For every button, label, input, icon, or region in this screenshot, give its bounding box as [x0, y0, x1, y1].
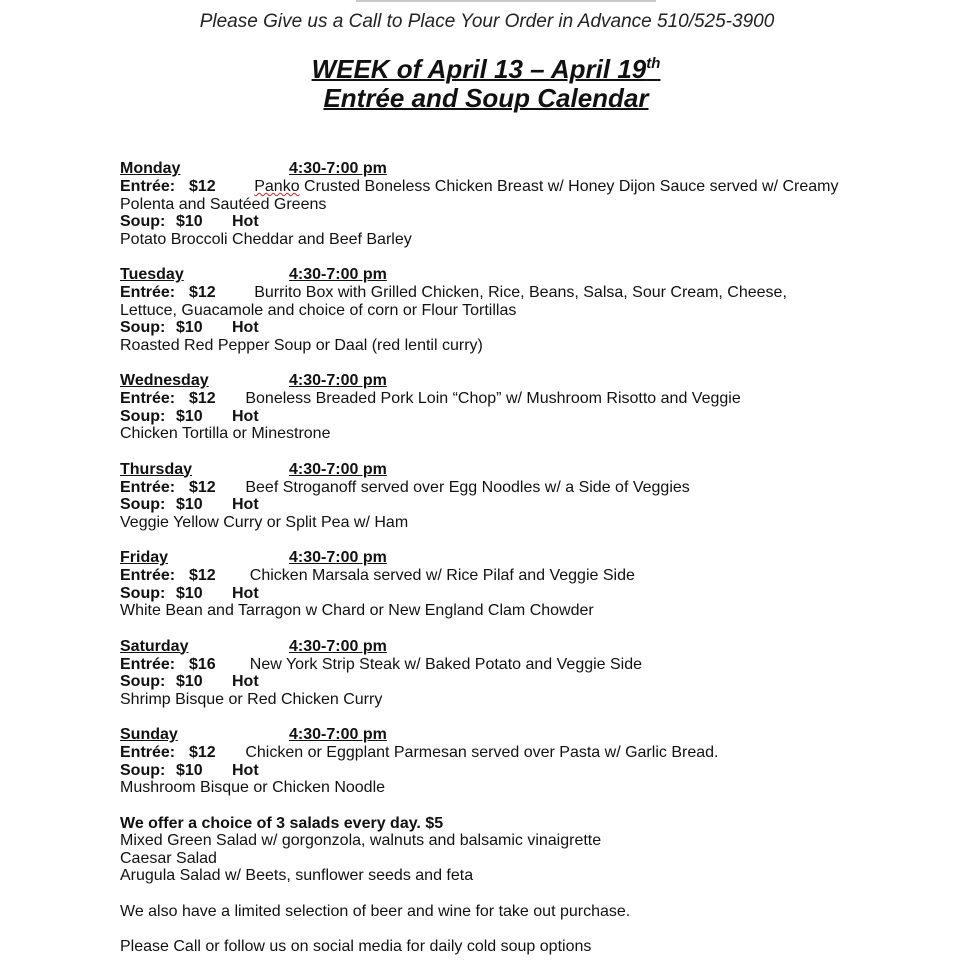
day-block-sunday — [120, 726, 840, 797]
calendar-title: Entrée and Soup Calendar — [323, 83, 649, 113]
entree-label: Entrée: — [120, 655, 176, 673]
entree-row — [120, 178, 840, 213]
day-name: Wednesday — [120, 372, 209, 389]
soup-row — [120, 408, 840, 426]
soup-price: $10 — [176, 213, 203, 230]
day-name: Monday — [120, 160, 181, 177]
soup-options: Shrimp Bisque or Red Chicken Curry — [120, 690, 383, 708]
entree-description: New York Strip Steak w/ Baked Potato and Veggie Side — [249, 655, 643, 673]
entree-row — [120, 567, 840, 585]
soup-row — [120, 496, 840, 514]
top-edge-line — [356, 0, 656, 2]
entree-label: Entrée: — [120, 390, 176, 407]
soup-row — [120, 762, 840, 780]
day-name: Friday — [120, 549, 169, 566]
soup-price: $10 — [176, 319, 203, 336]
day-hours: 4:30-7:00 pm — [289, 637, 387, 655]
day-hours: 4:30-7:00 pm — [289, 726, 387, 743]
entree-row — [120, 744, 840, 762]
day-block-friday — [120, 549, 840, 620]
entree-label: Entrée: — [120, 284, 176, 301]
day-block-thursday — [120, 461, 840, 532]
entree-label: Entrée: — [120, 567, 176, 584]
entree-price: $12 — [189, 744, 216, 761]
day-hours: 4:30-7:00 pm — [289, 460, 387, 478]
hot-label: Hot — [232, 213, 259, 230]
entree-description: Chicken Marsala served w/ Rice Pilaf and Veggie Side — [249, 567, 635, 584]
soup-options: Mushroom Bisque or Chicken Noodle — [120, 779, 386, 796]
entree-label: Entrée: — [120, 178, 176, 195]
entree-row — [120, 284, 840, 319]
day-hours: 4:30-7:00 pm — [289, 160, 387, 177]
salad-item: Arugula Salad w/ Beets, sunflower seeds and feta — [120, 867, 474, 884]
hot-label: Hot — [232, 584, 259, 602]
soup-row — [120, 319, 840, 337]
spacer — [120, 885, 840, 903]
salads-heading: We offer a choice of 3 salads every day. $5 — [120, 814, 444, 832]
day-hours: 4:30-7:00 pm — [289, 266, 387, 283]
entree-price: $12 — [189, 567, 216, 584]
entree-row — [120, 390, 840, 408]
day-header — [120, 461, 840, 479]
entree-label: Entrée: — [120, 478, 176, 496]
entree-row — [120, 479, 840, 497]
salads-section — [120, 815, 840, 885]
day-header — [120, 372, 840, 390]
soup-row — [120, 673, 840, 691]
call-to-order-text: Please Give us a Call to Place Your Order in Advance 510/525-3900 — [199, 11, 775, 32]
day-name: Tuesday — [120, 266, 184, 283]
day-name: Saturday — [120, 637, 189, 655]
soup-options: Potato Broccoli Cheddar and Beef Barley — [120, 230, 412, 248]
soup-label: Soup: — [120, 496, 166, 513]
entree-description: Beef Stroganoff served over Egg Noodles w/ a Side of Veggies — [245, 478, 690, 496]
day-header — [120, 638, 840, 656]
soup-options: Chicken Tortilla or Minestrone — [120, 425, 331, 442]
day-header — [120, 726, 840, 744]
soup-label: Soup: — [120, 407, 166, 425]
hot-label: Hot — [232, 496, 259, 513]
entree-description: Crusted Boneless Chicken Breast w/ Honey Dijon Sauce served w/ Creamy Polenta and Sautéed Greens — [120, 178, 839, 213]
soup-label: Soup: — [120, 761, 166, 779]
hot-label: Hot — [232, 407, 259, 425]
entree-description: Boneless Breaded Pork Loin “Chop” w/ Mushroom Risotto and Veggie — [245, 390, 741, 407]
spacer — [120, 920, 840, 938]
entree-price: $12 — [189, 478, 216, 496]
week-heading — [0, 54, 960, 84]
soup-options: White Bean and Tarragon w Chard or New England Clam Chowder — [120, 602, 594, 619]
day-block-tuesday — [120, 266, 840, 354]
day-name: Sunday — [120, 726, 178, 743]
soup-price: $10 — [176, 496, 203, 513]
day-header — [120, 549, 840, 567]
soup-label: Soup: — [120, 319, 166, 336]
soup-label: Soup: — [120, 584, 166, 602]
entree-label: Entrée: — [120, 744, 176, 761]
entree-row — [120, 656, 840, 674]
entree-price: $12 — [189, 284, 216, 301]
salad-item: Caesar Salad — [120, 849, 217, 867]
entree-first-word: Panko — [254, 178, 300, 195]
entree-description: Burrito Box with Grilled Chicken, Rice, Beans, Salsa, Sour Cream, Cheese, Lettuce, Guacamole and choice of corn or Flour Tortillas — [120, 284, 787, 319]
soup-price: $10 — [176, 407, 203, 425]
day-hours: 4:30-7:00 pm — [289, 372, 387, 389]
hot-label: Hot — [232, 673, 259, 690]
day-name: Thursday — [120, 460, 193, 478]
entree-description: Chicken or Eggplant Parmesan served over Pasta w/ Garlic Bread. — [245, 744, 719, 761]
beer-wine-note: We also have a limited selection of beer and wine for take out purchase. — [120, 902, 631, 920]
social-media-note: Please Call or follow us on social media for daily cold soup options — [120, 938, 592, 955]
day-header — [120, 160, 840, 178]
hot-label: Hot — [232, 319, 259, 336]
soup-price: $10 — [176, 584, 203, 602]
day-block-wednesday — [120, 372, 840, 443]
soup-label: Soup: — [120, 673, 166, 690]
soup-options: Roasted Red Pepper Soup or Daal (red lentil curry) — [120, 336, 483, 354]
week-ordinal-suffix: th — [646, 55, 661, 72]
week-range: WEEK of April 13 – April 19 — [311, 54, 647, 84]
soup-price: $10 — [176, 761, 203, 779]
day-block-saturday — [120, 638, 840, 709]
soup-row — [120, 585, 840, 603]
menu-content — [120, 160, 840, 956]
entree-price: $16 — [189, 655, 216, 673]
salad-item: Mixed Green Salad w/ gorgonzola, walnuts and balsamic vinaigrette — [120, 832, 602, 849]
soup-price: $10 — [176, 673, 203, 690]
day-hours: 4:30-7:00 pm — [289, 549, 387, 566]
entree-price: $12 — [189, 178, 216, 195]
day-block-monday — [120, 160, 840, 248]
entree-price: $12 — [189, 390, 216, 407]
soup-options: Veggie Yellow Curry or Split Pea w/ Ham — [120, 513, 409, 531]
day-header — [120, 266, 840, 284]
hot-label: Hot — [232, 761, 259, 779]
soup-label: Soup: — [120, 213, 166, 230]
soup-row — [120, 213, 840, 231]
